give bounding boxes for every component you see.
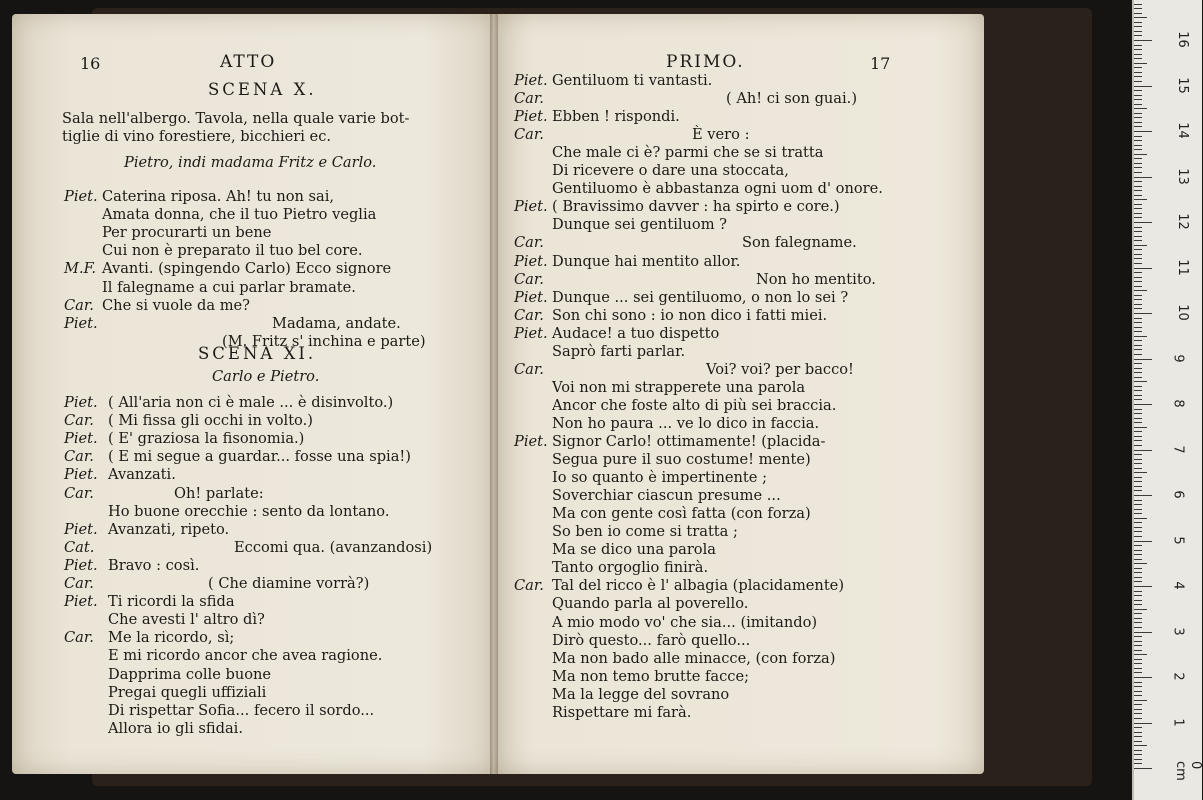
ruler-tick — [1134, 541, 1152, 542]
ruler-tick — [1134, 213, 1142, 214]
ruler-tick — [1134, 627, 1142, 628]
speaker-label: Piet. — [64, 188, 98, 205]
verse-line: Bravo : così. — [108, 556, 200, 574]
verse-line: A mio modo vo' che sia... (imitando) — [552, 613, 818, 631]
ruler-tick — [1134, 399, 1142, 400]
verse-line: Saprò farti parlar. — [552, 342, 686, 360]
ruler-tick — [1134, 268, 1152, 269]
ruler-tick — [1134, 204, 1142, 205]
ruler-tick — [1134, 313, 1152, 314]
ruler-tick — [1134, 686, 1142, 687]
measuring-ruler — [1132, 0, 1202, 800]
ruler-number: 1 — [1170, 717, 1186, 727]
ruler-tick — [1134, 422, 1142, 423]
ruler-tick — [1134, 58, 1142, 59]
ruler-tick — [1134, 40, 1152, 41]
ruler-tick — [1134, 463, 1142, 464]
verse-line: Dunque ... sei gentiluomo, o non lo sei ? — [552, 288, 849, 306]
ruler-tick — [1134, 509, 1142, 510]
verse-line: Quando parla al poverello. — [552, 595, 749, 613]
ruler-tick — [1134, 591, 1142, 592]
verse-line: Dapprima colle buone — [108, 665, 272, 683]
ruler-tick — [1134, 195, 1142, 196]
ruler-tick — [1134, 386, 1142, 387]
verse-line: Signor Carlo! ottimamente! (placida- — [552, 433, 826, 450]
ruler-tick — [1134, 522, 1142, 523]
ruler-number: 4 — [1170, 581, 1186, 590]
ruler-tick — [1134, 136, 1142, 137]
ruler-tick — [1134, 431, 1142, 432]
ruler-tick — [1134, 17, 1147, 18]
ruler-tick — [1134, 745, 1147, 746]
speaker-label: Piet. — [514, 108, 548, 126]
ruler-number: 5 — [1170, 535, 1186, 545]
ruler-tick — [1134, 113, 1142, 114]
ruler-tick — [1134, 163, 1142, 164]
ruler-tick — [1134, 249, 1142, 250]
ruler-number: 10 — [1174, 304, 1190, 321]
speaker-label: Car. — [64, 296, 94, 314]
verse-line: Il falegname a cui parlar bramate. — [102, 278, 356, 296]
ruler-tick — [1134, 236, 1142, 237]
ruler-tick — [1134, 231, 1142, 232]
right-page-number: 17 — [870, 54, 891, 73]
ruler-tick — [1134, 240, 1142, 241]
ruler-tick — [1134, 72, 1142, 73]
ruler-tick — [1134, 390, 1142, 391]
ruler-number: 16 — [1174, 31, 1190, 48]
ruler-tick — [1134, 263, 1142, 264]
speaker-label: M.F. — [64, 260, 97, 278]
ruler-tick — [1134, 500, 1142, 501]
verse-line: Ma non temo brutte facce; — [552, 667, 749, 685]
ruler-tick — [1134, 331, 1142, 332]
verse-line: Rispettare mi farà. — [552, 703, 692, 721]
ruler-number: 2 — [1170, 672, 1186, 681]
verse-line: Audace! a tuo dispetto — [552, 324, 720, 342]
ruler-tick — [1134, 436, 1142, 437]
verse-line: ( Che diamine vorrà?) — [208, 575, 370, 592]
ruler-tick — [1134, 609, 1147, 610]
verse-line: Avanzati, ripeto. — [108, 520, 230, 538]
verse-line: Avanzati. — [108, 466, 176, 484]
ruler-tick — [1134, 63, 1147, 64]
verse-line: Per procurarti un bene — [102, 224, 272, 242]
speaker-label: Car. — [514, 306, 544, 324]
ruler-tick — [1134, 167, 1142, 168]
ruler-tick — [1134, 181, 1142, 182]
ruler-tick — [1134, 222, 1152, 223]
speaker-label: Piet. — [514, 72, 548, 89]
ruler-tick — [1134, 140, 1142, 141]
speaker-label: Car. — [514, 577, 544, 595]
verse-line: Pregai quegli uffiziali — [108, 683, 267, 701]
verse-line: Soverchiar ciascun presume ... — [552, 487, 781, 505]
speaker-label: Piet. — [64, 394, 98, 411]
ruler-tick — [1134, 327, 1142, 328]
left-page — [12, 14, 496, 774]
verse-line: Ma con gente così fatta (con forza) — [552, 505, 811, 523]
ruler-tick — [1134, 158, 1142, 159]
book-gutter — [490, 14, 498, 774]
ruler-tick — [1134, 504, 1142, 505]
verse-line: Me la ricordo, sì; — [108, 629, 235, 647]
ruler-tick — [1134, 4, 1142, 5]
ruler-tick — [1134, 481, 1142, 482]
ruler-tick — [1134, 304, 1142, 305]
ruler-tick — [1134, 472, 1147, 473]
persons-x: Pietro, indi madama Fritz e Carlo. — [124, 154, 377, 171]
ruler-tick — [1134, 354, 1142, 355]
ruler-tick — [1134, 126, 1142, 127]
ruler-tick — [1134, 190, 1142, 191]
right-running-head: PRIMO. — [666, 52, 745, 72]
verse-line: Di ricevere o dare una stoccata, — [552, 162, 789, 180]
speaker-label: Piet. — [64, 466, 98, 484]
speaker-label: Car. — [514, 126, 544, 144]
ruler-tick — [1134, 604, 1142, 605]
ruler-tick — [1134, 622, 1142, 623]
ruler-tick — [1134, 677, 1152, 678]
ruler-tick — [1134, 90, 1142, 91]
ruler-tick — [1134, 727, 1142, 728]
speaker-label: Piet. — [64, 593, 98, 611]
verse-line: ( Ah! ci son guai.) — [726, 90, 858, 108]
ruler-tick — [1134, 67, 1142, 68]
ruler-tick — [1134, 404, 1152, 405]
ruler-number: 12 — [1174, 213, 1190, 230]
ruler-tick — [1134, 336, 1147, 337]
verse-line: ( E' graziosa la fisonomia.) — [108, 430, 305, 448]
ruler-tick — [1134, 645, 1142, 646]
ruler-number: 8 — [1170, 399, 1186, 408]
speaker-label: Car. — [514, 90, 544, 108]
ruler-tick — [1134, 613, 1142, 614]
speaker-label: Car. — [64, 484, 94, 502]
verse-line: Non ho paura ... ve lo dico in faccia. — [552, 414, 820, 432]
setting-line-2: tiglie di vino forestiere, bicchieri ec. — [62, 128, 332, 145]
verse-line: Dunque hai mentito allor. — [552, 252, 741, 270]
verse-line: Madama, andate. — [272, 314, 401, 332]
verse-line: ( Bravissimo davver : ha spirto e core.) — [552, 198, 840, 216]
ruler-tick — [1134, 723, 1152, 724]
speaker-label: Car. — [64, 575, 94, 592]
ruler-tick — [1134, 427, 1147, 428]
ruler-tick — [1134, 477, 1142, 478]
ruler-tick — [1134, 572, 1142, 573]
verse-line: Ma non bado alle minacce, (con forza) — [552, 649, 836, 667]
verse-line: Voi non mi strapperete una parola — [552, 378, 806, 396]
ruler-tick — [1134, 490, 1142, 491]
ruler-tick — [1134, 8, 1142, 9]
ruler-tick — [1134, 654, 1147, 655]
ruler-tick — [1134, 349, 1142, 350]
ruler-tick — [1134, 577, 1142, 578]
verse-line: Amata donna, che il tuo Pietro veglia — [102, 206, 377, 224]
ruler-tick — [1134, 359, 1152, 360]
ruler-tick — [1134, 381, 1147, 382]
ruler-tick — [1134, 440, 1142, 441]
verse-line: Voi? voi? per bacco! — [706, 360, 854, 378]
ruler-tick — [1134, 691, 1142, 692]
verse-line: Dunque sei gentiluom ? — [552, 216, 728, 234]
speaker-label: Car. — [514, 360, 544, 378]
verse-line: Che si vuole da me? — [102, 296, 250, 314]
speaker-label: Car. — [514, 234, 544, 252]
ruler-tick — [1134, 99, 1142, 100]
verse-line: Di rispettar Sofia... fecero il sordo... — [108, 701, 375, 719]
ruler-tick — [1134, 759, 1142, 760]
ruler-tick — [1134, 418, 1142, 419]
verse-line: Allora io gli sfidai. — [108, 719, 243, 737]
ruler-tick — [1134, 104, 1142, 105]
ruler-tick — [1134, 754, 1142, 755]
speaker-label: Car. — [64, 629, 94, 647]
ruler-tick — [1134, 154, 1147, 155]
ruler-tick — [1134, 108, 1147, 109]
ruler-number: 14 — [1174, 122, 1190, 139]
verse-line: Ebben ! rispondi. — [552, 108, 680, 126]
ruler-number: 7 — [1170, 444, 1186, 454]
ruler-tick — [1134, 718, 1142, 719]
ruler-tick — [1134, 172, 1142, 173]
speaker-label: Piet. — [64, 314, 98, 332]
verse-line: ( All'aria non ci è male ... è disinvolto.) — [108, 394, 394, 411]
ruler-tick — [1134, 363, 1142, 364]
verse-line: Avanti. (spingendo Carlo) Ecco signore — [102, 260, 392, 278]
ruler-tick — [1134, 741, 1142, 742]
persons-xi: Carlo e Pietro. — [212, 368, 320, 385]
ruler-tick — [1134, 290, 1147, 291]
ruler-tick — [1134, 345, 1142, 346]
ruler-tick — [1134, 395, 1142, 396]
ruler-tick — [1134, 618, 1142, 619]
verse-line: Oh! parlate: — [174, 484, 264, 502]
ruler-tick — [1134, 54, 1142, 55]
verse-line: Ancor che foste alto di più sei braccia. — [552, 396, 837, 414]
ruler-tick — [1134, 663, 1142, 664]
speaker-label: Piet. — [514, 198, 548, 216]
ruler-tick — [1134, 372, 1142, 373]
ruler-tick — [1134, 149, 1142, 150]
ruler-tick — [1134, 13, 1142, 14]
ruler-tick — [1134, 272, 1142, 273]
ruler-tick — [1134, 495, 1152, 496]
verse-line: Gentiluomo è abbastanza ogni uom d' onore. — [552, 180, 883, 198]
speaker-label: Car. — [514, 270, 544, 288]
left-page-number: 16 — [80, 54, 101, 73]
ruler-number: 6 — [1170, 490, 1186, 499]
verse-line: Son chi sono : io non dico i fatti miei. — [552, 306, 828, 324]
ruler-tick — [1134, 700, 1147, 701]
ruler-tick — [1134, 636, 1142, 637]
ruler-tick — [1134, 713, 1142, 714]
verse-line: Caterina riposa. Ah! tu non sai, — [102, 188, 335, 205]
ruler-tick — [1134, 586, 1152, 587]
ruler-tick — [1134, 468, 1142, 469]
ruler-tick — [1134, 186, 1142, 187]
ruler-tick — [1134, 545, 1142, 546]
ruler-tick — [1134, 122, 1142, 123]
verse-line: Gentiluom ti vantasti. — [552, 72, 713, 89]
speaker-label: Piet. — [64, 520, 98, 538]
ruler-tick — [1134, 177, 1152, 178]
ruler-tick — [1134, 409, 1142, 410]
verse-line: (M. Fritz s' inchina e parte) — [222, 332, 426, 350]
ruler-number: 9 — [1170, 353, 1186, 363]
ruler-tick — [1134, 199, 1147, 200]
speaker-label: Cat. — [64, 538, 95, 556]
right-page — [494, 14, 984, 774]
ruler-tick — [1134, 322, 1142, 323]
ruler-tick — [1134, 536, 1142, 537]
ruler-tick — [1134, 208, 1142, 209]
ruler-tick — [1134, 513, 1142, 514]
ruler-tick — [1134, 668, 1142, 669]
ruler-tick — [1134, 682, 1142, 683]
verse-line: Ti ricordi la sfida — [108, 593, 235, 611]
ruler-tick — [1134, 709, 1142, 710]
ruler-tick — [1134, 559, 1142, 560]
ruler-number: 15 — [1174, 76, 1190, 94]
ruler-tick — [1134, 299, 1142, 300]
ruler-tick — [1134, 281, 1142, 282]
speaker-label: Piet. — [514, 324, 548, 342]
ruler-tick — [1134, 750, 1142, 751]
ruler-tick — [1134, 86, 1152, 87]
ruler-tick — [1134, 31, 1142, 32]
ruler-tick — [1134, 632, 1152, 633]
scene-xi-title: SCENA XI. — [198, 344, 317, 363]
ruler-tick — [1134, 531, 1142, 532]
speaker-label: Piet. — [514, 433, 548, 450]
ruler-tick — [1134, 277, 1142, 278]
ruler-tick — [1134, 35, 1142, 36]
verse-line: E mi ricordo ancor che avea ragione. — [108, 647, 383, 665]
ruler-number: 3 — [1170, 626, 1186, 636]
verse-line: ( E mi segue a guardar... fosse una spia!) — [108, 448, 411, 466]
ruler-tick — [1134, 518, 1147, 519]
ruler-tick — [1134, 672, 1142, 673]
ruler-tick — [1134, 445, 1142, 446]
ruler-tick — [1134, 413, 1142, 414]
ruler-tick — [1134, 650, 1142, 651]
speaker-label: Piet. — [64, 430, 98, 448]
verse-line: Cui non è preparato il tuo bel core. — [102, 242, 363, 260]
speaker-label: Car. — [64, 412, 94, 430]
speaker-label: Piet. — [514, 288, 548, 306]
ruler-tick — [1134, 568, 1142, 569]
ruler-tick — [1134, 695, 1142, 696]
ruler-tick — [1134, 318, 1142, 319]
ruler-tick — [1134, 595, 1142, 596]
ruler-tick — [1134, 245, 1147, 246]
ruler-tick — [1134, 641, 1142, 642]
verse-line: Che avesti l' altro dì? — [108, 611, 265, 629]
ruler-number: 13 — [1174, 167, 1190, 185]
ruler-tick — [1134, 295, 1142, 296]
ruler-tick — [1134, 732, 1142, 733]
ruler-tick — [1134, 95, 1142, 96]
ruler-tick — [1134, 554, 1142, 555]
ruler-tick — [1134, 227, 1142, 228]
ruler-tick — [1134, 368, 1142, 369]
ruler-tick — [1134, 217, 1142, 218]
verse-line: Dirò questo... farò quello... — [552, 631, 751, 649]
ruler-tick — [1134, 459, 1142, 460]
verse-line: Segua pure il suo costume! mente) — [552, 451, 811, 469]
ruler-tick — [1134, 145, 1142, 146]
ruler-tick — [1134, 581, 1142, 582]
speaker-label: Car. — [64, 448, 94, 466]
verse-line: Non ho mentito. — [756, 270, 876, 288]
ruler-tick — [1134, 563, 1147, 564]
ruler-tick — [1134, 377, 1142, 378]
ruler-tick — [1134, 26, 1142, 27]
ruler-number: 11 — [1174, 258, 1190, 276]
ruler-tick — [1134, 254, 1142, 255]
ruler-tick — [1134, 45, 1142, 46]
verse-line: È vero : — [692, 126, 750, 144]
ruler-tick — [1134, 131, 1152, 132]
ruler-tick — [1134, 527, 1142, 528]
ruler-tick — [1134, 286, 1142, 287]
ruler-tick — [1134, 308, 1142, 309]
left-running-head: ATTO — [220, 52, 277, 72]
ruler-tick — [1134, 49, 1142, 50]
ruler-tick — [1134, 258, 1142, 259]
verse-line: Io so quanto è impertinente ; — [552, 469, 767, 487]
verse-line: Che male ci è? parmi che se si tratta — [552, 144, 824, 162]
ruler-tick — [1134, 454, 1142, 455]
ruler-tick — [1134, 340, 1142, 341]
verse-line: Eccomi qua. (avanzandosi) — [234, 538, 433, 556]
verse-line: Ma la legge del sovrano — [552, 685, 730, 703]
ruler-tick — [1134, 768, 1152, 769]
ruler-tick — [1134, 486, 1142, 487]
ruler-tick — [1134, 76, 1142, 77]
setting-line-1: Sala nell'albergo. Tavola, nella quale varie bot- — [62, 110, 410, 127]
ruler-tick — [1134, 763, 1142, 764]
ruler-tick — [1134, 704, 1142, 705]
ruler-tick — [1134, 22, 1142, 23]
ruler-tick — [1134, 450, 1152, 451]
ruler-tick — [1134, 659, 1142, 660]
verse-line: So ben io come si tratta ; — [552, 523, 738, 541]
scene-x-title: SCENA X. — [208, 80, 317, 99]
verse-line: Tal del ricco è l' albagia (placidamente) — [552, 577, 845, 595]
speaker-label: Piet. — [514, 252, 548, 270]
ruler-tick — [1134, 550, 1142, 551]
ruler-tick — [1134, 600, 1142, 601]
speaker-label: Piet. — [64, 556, 98, 574]
ruler-tick — [1134, 117, 1142, 118]
ruler-tick — [1134, 81, 1142, 82]
verse-line: Son falegname. — [742, 234, 857, 252]
verse-line: Tanto orgoglio finirà. — [552, 559, 709, 577]
verse-line: Ho buone orecchie : sento da lontano. — [108, 502, 390, 520]
ruler-number: 0 cm — [1173, 761, 1203, 781]
verse-line: Ma se dico una parola — [552, 541, 716, 559]
verse-line: ( Mi fissa gli occhi in volto.) — [108, 412, 313, 430]
ruler-tick — [1134, 736, 1142, 737]
